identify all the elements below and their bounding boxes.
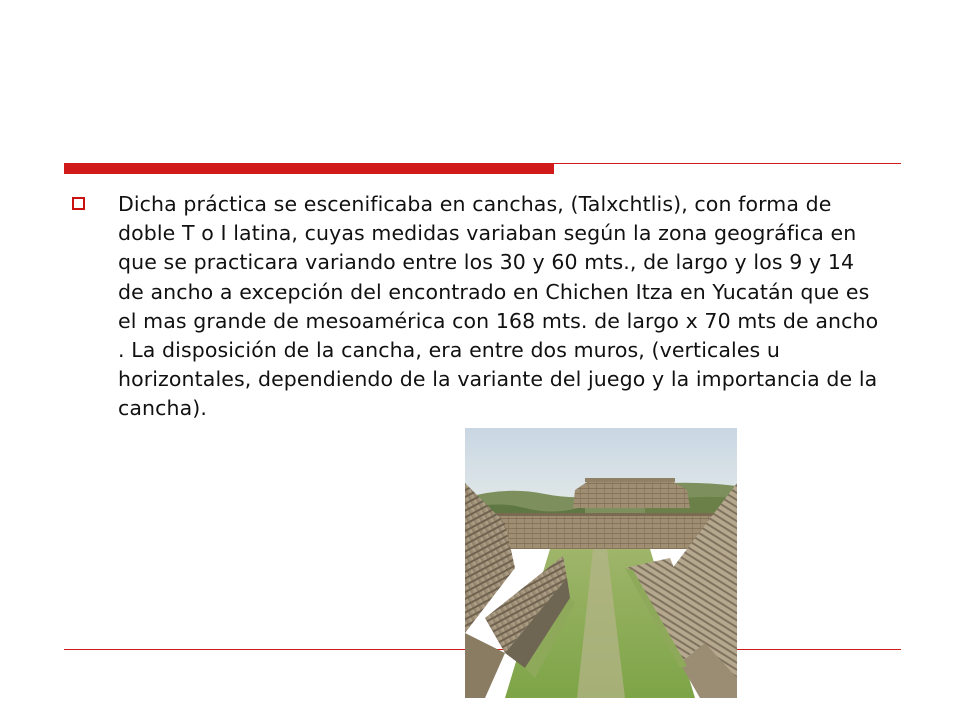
bullet-text: Dicha práctica se escenificaba en canchas, (Talxchtlis), con forma de doble T o I latina, cuyas medidas variaban según la zona geográfica en que se practicara variando entre los 30 y 60 mts., de largo y los 9 y 14 de ancho a excepción del encontrado en Chichen Itza en Yucatán que es el mas grande de mesoamérica con 168 mts. de largo x 70 mts de ancho . La disposición de la cancha, era entre dos muros, (verticales u horizontales, dependiendo de la variante del juego y la importancia de la cancha). bbox=[118, 192, 879, 421]
top-divider-thick bbox=[64, 164, 554, 174]
ballcourt-photo bbox=[465, 428, 737, 698]
hollow-square-bullet-icon bbox=[72, 197, 85, 210]
